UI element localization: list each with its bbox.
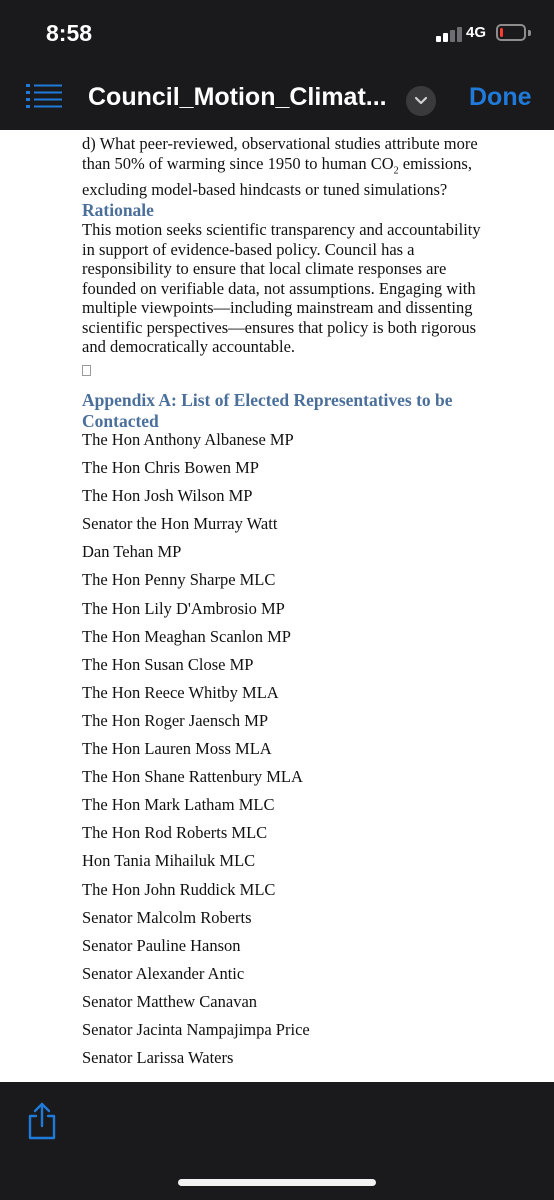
empty-checkbox [82, 365, 91, 376]
representative-item: Senator Larissa Waters [82, 1048, 234, 1068]
representative-item: Senator Pauline Hanson [82, 935, 241, 955]
representative-item: The Hon Mark Latham MLC [82, 795, 275, 815]
document-page[interactable] [0, 130, 554, 1082]
rationale-heading: Rationale [82, 200, 154, 220]
nav-bar [0, 66, 554, 130]
representative-item: The Hon Anthony Albanese MP [82, 430, 294, 449]
battery-tip [528, 30, 531, 36]
battery-icon [496, 24, 526, 41]
representative-item: The Hon Lauren Moss MLA [82, 739, 272, 759]
document-title: Council_Motion_Climat... [88, 83, 387, 111]
representative-item: Senator Alexander Antic [82, 963, 245, 983]
share-icon[interactable] [26, 1102, 58, 1140]
representative-item: Senator the Hon Murray Watt [82, 514, 278, 534]
battery-level-fill [500, 28, 503, 37]
rationale-paragraph: This motion seeks scientific transparency and accountability in support of evidence-based policy. Council has a responsibility to ensure that local climate responses are founded on verifiable data, not assumptions. Engaging with multiple viewpoints—including mainstream and dissenting scientific perspectives—ensures that policy is both rigorous and democratically accountable. [82, 220, 481, 356]
representative-item: Dan Tehan MP [82, 542, 182, 562]
network-label: 4G [466, 24, 487, 41]
representatives-list [82, 430, 310, 1076]
representative-item: Senator Malcolm Roberts [82, 907, 252, 927]
representative-item: The Hon Chris Bowen MP [82, 458, 259, 478]
representative-item: The Hon Lily D'Ambrosio MP [82, 598, 285, 618]
home-indicator[interactable] [178, 1179, 376, 1186]
status-time: 8:58 [46, 20, 93, 46]
representative-item: The Hon Rod Roberts MLC [82, 823, 268, 843]
done-button[interactable]: Done [469, 83, 532, 111]
representative-item: Senator Jacinta Nampajimpa Price [82, 1019, 310, 1039]
representative-item: The Hon Penny Sharpe MLC [82, 570, 276, 590]
representative-item: The Hon Josh Wilson MP [82, 486, 253, 506]
representative-item: Hon Tania Mihailuk MLC [82, 851, 256, 871]
signal-icon [436, 26, 462, 42]
chevron-down-icon [414, 95, 428, 107]
status-bar [0, 0, 554, 66]
representative-item: The Hon John Ruddick MLC [82, 879, 276, 899]
list-icon[interactable] [26, 82, 62, 112]
representative-item: The Hon Susan Close MP [82, 654, 254, 674]
representative-item: The Hon Shane Rattenbury MLA [82, 767, 303, 787]
question-d-text-end: emissions, excluding model-based hindcasts or tuned simulations? [82, 153, 472, 200]
appendix-heading: Appendix A: List of Elected Representatives to be Contacted [82, 390, 453, 431]
representative-item: The Hon Meaghan Scanlon MP [82, 626, 291, 646]
representative-item: The Hon Roger Jaensch MP [82, 710, 269, 730]
question-d-text: d) What peer-reviewed, observational studies attribute more than 50% of warming since 1950 to human CO [82, 134, 478, 173]
title-menu-button[interactable] [406, 86, 436, 116]
representative-item: Senator Matthew Canavan [82, 991, 258, 1011]
question-d [82, 134, 492, 200]
subscript-2: 2 [393, 164, 399, 176]
representative-item: The Hon Reece Whitby MLA [82, 682, 279, 702]
